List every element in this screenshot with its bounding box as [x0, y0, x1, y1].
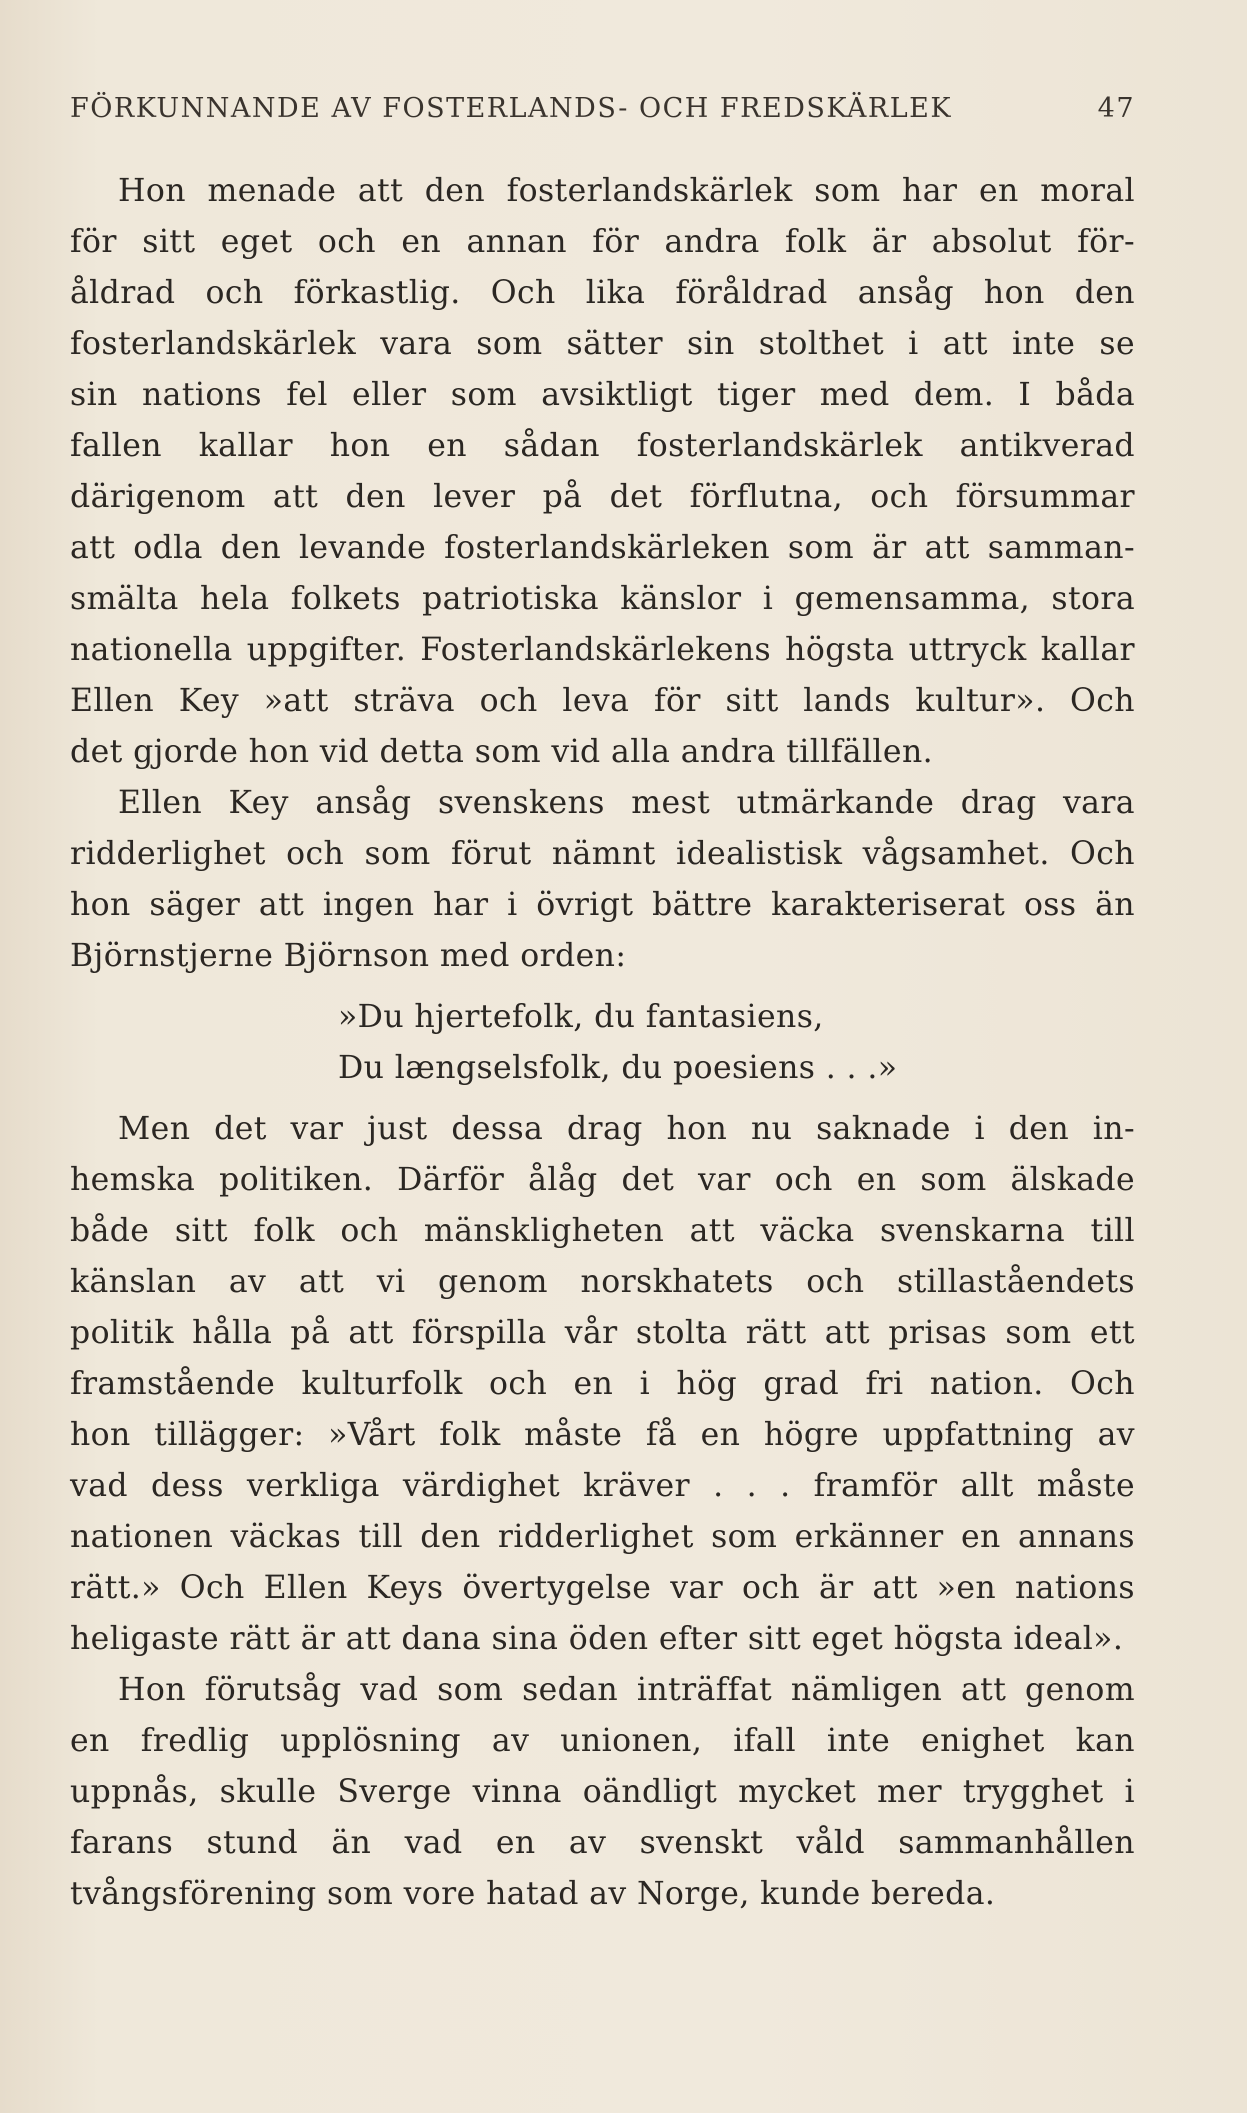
verse-line: Du længselsfolk, du poesiens . . .» — [338, 1050, 898, 1086]
text-line: Hon förutsåg vad som sedan inträffat nämligen att genom — [118, 1672, 1135, 1708]
text-line: det gjorde hon vid detta som vid alla andra tillfällen. — [70, 734, 934, 770]
text-line: Ellen Key ansåg svenskens mest utmärkande drag vara — [118, 785, 1135, 821]
text-line: nationella uppgifter. Fosterlandskärlekens högsta uttryck kallar — [70, 632, 1135, 668]
text-line: både sitt folk och mänskligheten att väcka svenskarna till — [70, 1213, 1135, 1249]
text-line: smälta hela folkets patriotiska känslor i gemensamma, stora — [70, 581, 1135, 617]
running-title: FÖRKUNNANDE AV FOSTERLANDS- OCH FREDSKÄRLEK — [70, 93, 953, 124]
text-line: uppnås, skulle Sverge vinna oändligt mycket mer trygghet i — [70, 1774, 1135, 1810]
text-line: känslan av att vi genom norskhatets och stillaståendets — [70, 1264, 1135, 1300]
text-line: att odla den levande fosterlandskärleken som är att samman- — [70, 530, 1135, 566]
text-line: Hon menade att den fosterlandskärlek som har en moral — [118, 173, 1135, 209]
text-line: nationen väckas till den ridderlighet som erkänner en annans — [70, 1519, 1135, 1555]
paragraph-4 — [70, 1665, 1135, 1920]
text-line: politik hålla på att förspilla vår stolta rätt att prisas som ett — [70, 1315, 1135, 1351]
page-number: 47 — [1097, 93, 1135, 124]
text-line: rätt.» Och Ellen Keys övertygelse var och är att »en nations — [70, 1570, 1135, 1606]
body-text — [70, 166, 1135, 1920]
text-line: Ellen Key »att sträva och leva för sitt lands kultur». Och — [70, 683, 1135, 719]
text-line: ridderlighet och som förut nämnt idealistisk vågsamhet. Och — [70, 836, 1135, 872]
text-line: farans stund än vad en av svenskt våld sammanhållen — [70, 1825, 1135, 1861]
text-line: därigenom att den lever på det förflutna, och försummar — [70, 479, 1135, 515]
text-line: tvångsförening som vore hatad av Norge, kunde bereda. — [70, 1876, 996, 1912]
text-line: hemska politiken. Därför ålåg det var och en som älskade — [70, 1162, 1135, 1198]
text-line: sin nations fel eller som avsiktligt tiger med dem. I båda — [70, 377, 1135, 413]
text-line: framstående kulturfolk och en i hög grad fri nation. Och — [70, 1366, 1135, 1402]
verse-quote — [70, 992, 1135, 1094]
paragraph-1 — [70, 166, 1135, 778]
text-line: fallen kallar hon en sådan fosterlandskärlek antikverad — [70, 428, 1135, 464]
text-line: för sitt eget och en annan för andra folk är absolut för- — [70, 224, 1135, 260]
text-line: åldrad och förkastlig. Och lika föråldrad ansåg hon den — [70, 275, 1135, 311]
text-line: Men det var just dessa drag hon nu saknade i den in- — [118, 1111, 1135, 1147]
text-line: en fredlig upplösning av unionen, ifall inte enighet kan — [70, 1723, 1135, 1759]
paragraph-2 — [70, 778, 1135, 982]
verse-line: »Du hjertefolk, du fantasiens, — [338, 999, 824, 1035]
text-line: heligaste rätt är att dana sina öden efter sitt eget högsta ideal». — [70, 1621, 1124, 1657]
text-line: fosterlandskärlek vara som sätter sin stolthet i att inte se — [70, 326, 1135, 362]
running-header — [70, 93, 1135, 133]
text-line: Björnstjerne Björnson med orden: — [70, 938, 627, 974]
text-line: vad dess verkliga värdighet kräver . . . framför allt måste — [70, 1468, 1135, 1504]
text-line: hon tillägger: »Vårt folk måste få en högre uppfattning av — [70, 1417, 1135, 1453]
paragraph-3 — [70, 1104, 1135, 1665]
text-line: hon säger att ingen har i övrigt bättre karakteriserat oss än — [70, 887, 1135, 923]
